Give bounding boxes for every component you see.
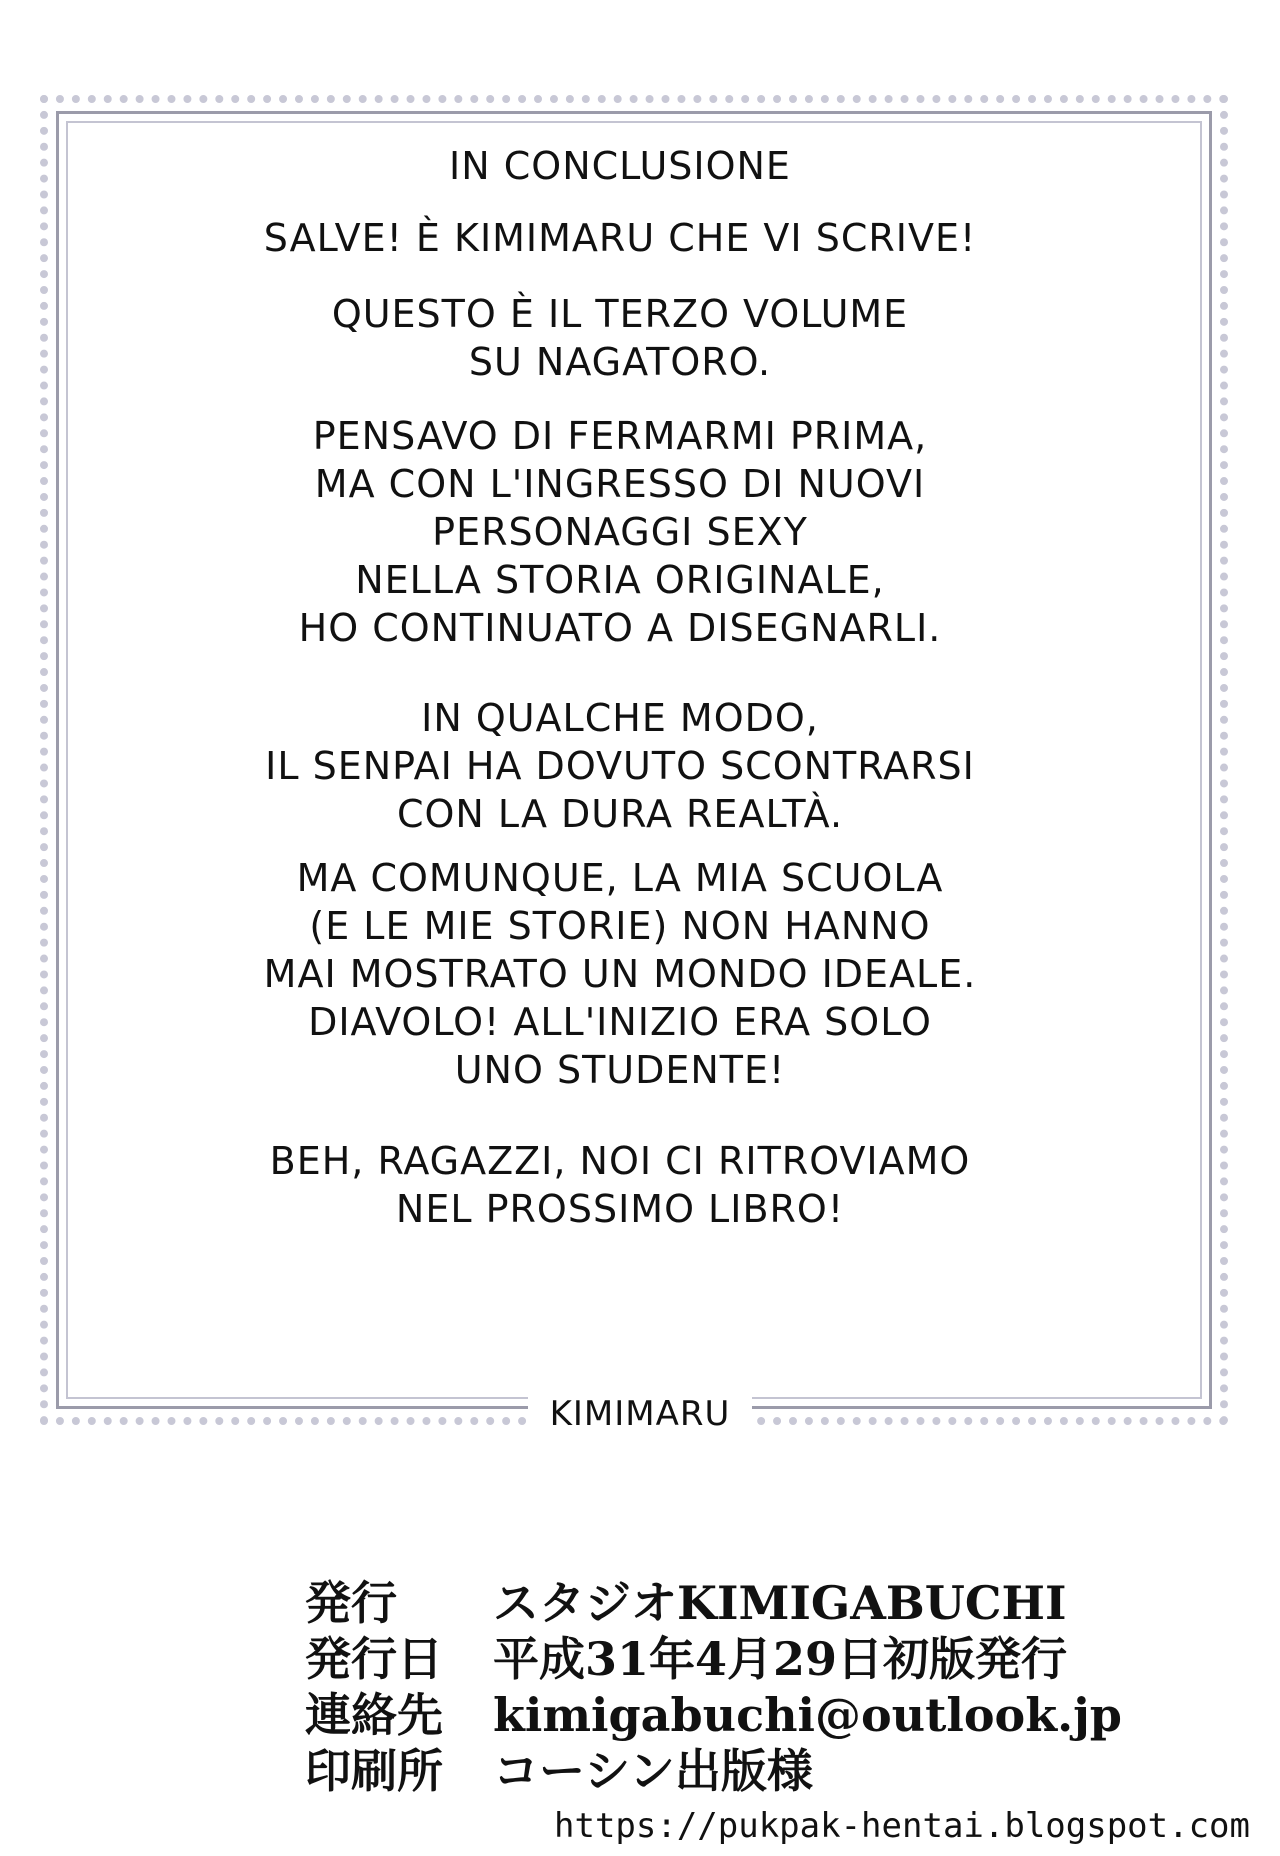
watermark-url: https://pukpak-hentai.blogspot.com [554, 1806, 1250, 1846]
afterword-greeting: SALVE! È KIMIMARU CHE VI SCRIVE! [263, 216, 977, 260]
colophon-label: 発行 [305, 1576, 397, 1630]
colophon-value: コーシン出版様 [493, 1744, 813, 1798]
afterword-paragraph-4 [100, 854, 1140, 1094]
paragraph-line: DIAVOLO! ALL'INIZIO ERA SOLO [308, 1000, 932, 1044]
colophon-label: 印刷所 [305, 1744, 443, 1798]
colophon-row-printer [305, 1743, 1205, 1799]
paragraph-line: MA COMUNQUE, LA MIA SCUOLA [296, 856, 944, 900]
colophon-value: 平成31年4月29日初版発行 [493, 1632, 1068, 1686]
paragraph-line: IN QUALCHE MODO, [421, 696, 819, 740]
afterword-paragraph-2 [100, 412, 1140, 652]
paragraph-line: PENSAVO DI FERMARMI PRIMA, [312, 414, 928, 458]
paragraph-line: BEH, RAGAZZI, NOI CI RITROVIAMO [269, 1139, 971, 1183]
paragraph-line: UNO STUDENTE! [454, 1048, 786, 1092]
paragraph-line: (E LE MIE STORIE) NON HANNO [309, 904, 931, 948]
colophon-value: kimigabuchi@outlook.jp [493, 1688, 1122, 1742]
paragraph-line: QUESTO È IL TERZO VOLUME [331, 292, 909, 336]
colophon-value: スタジオKIMIGABUCHI [493, 1576, 1067, 1630]
paragraph-line: NELLA STORIA ORIGINALE, [355, 558, 885, 602]
paragraph-line: MA CON L'INGRESSO DI NUOVI [314, 462, 926, 506]
colophon [305, 1575, 1205, 1799]
afterword-paragraph-1 [100, 290, 1140, 386]
paragraph-line: CON LA DURA REALTÀ. [396, 792, 844, 836]
paragraph-line: MAI MOSTRATO UN MONDO IDEALE. [263, 952, 977, 996]
paragraph-line: IL SENPAI HA DOVUTO SCONTRARSI [265, 744, 975, 788]
colophon-label: 発行日 [305, 1632, 443, 1686]
colophon-row-publisher [305, 1575, 1205, 1631]
paragraph-line: NEL PROSSIMO LIBRO! [395, 1187, 845, 1231]
paragraph-line: HO CONTINUATO A DISEGNARLI. [298, 606, 942, 650]
afterword-paragraph-3 [100, 694, 1140, 838]
paragraph-line: PERSONAGGI SEXY [432, 510, 808, 554]
colophon-row-contact [305, 1687, 1205, 1743]
paragraph-line: SU NAGATORO. [468, 340, 772, 384]
colophon-row-publish-date [305, 1631, 1205, 1687]
afterword-title: IN CONCLUSIONE [449, 144, 791, 188]
signature-block [0, 1392, 1280, 1436]
afterword-greeting-block [100, 214, 1140, 262]
afterword-title-block [100, 142, 1140, 190]
afterword-paragraph-5 [100, 1137, 1140, 1233]
author-signature: KIMIMARU [528, 1392, 753, 1436]
colophon-label: 連絡先 [305, 1688, 443, 1742]
